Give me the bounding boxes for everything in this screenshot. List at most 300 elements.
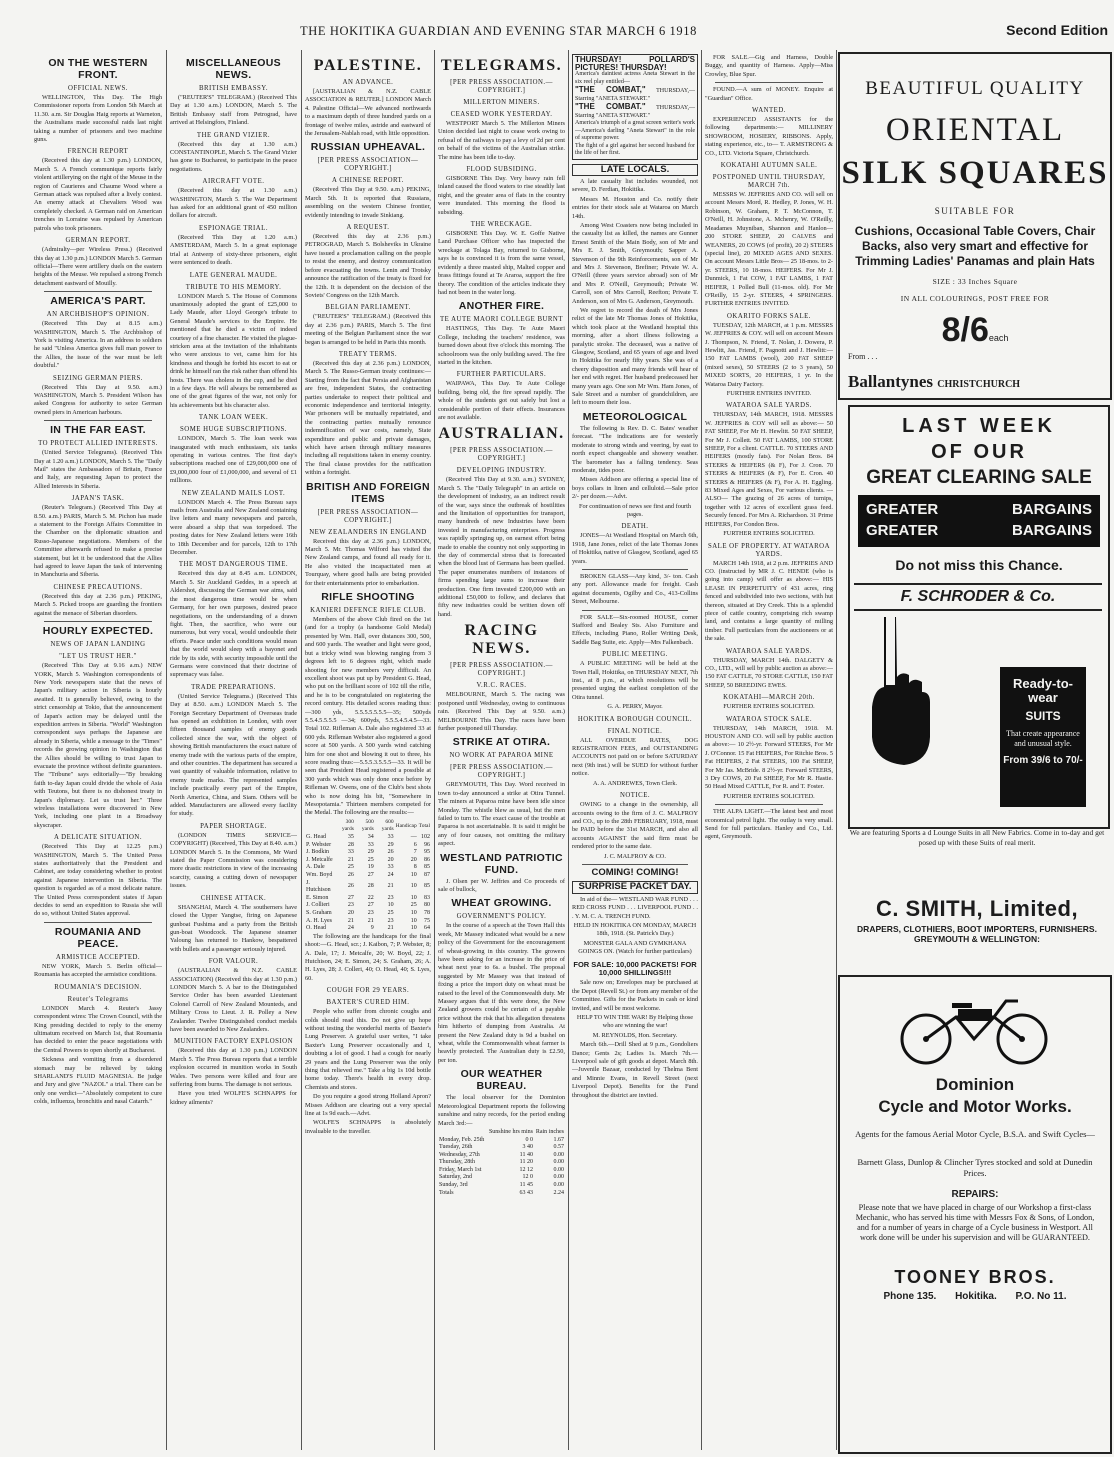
subhead: WATAROA SALE YARDS. xyxy=(726,647,812,655)
subhead: FLOOD SUBSIDING. xyxy=(466,166,537,174)
article-text: SHANGHAI, March 4. The southerners have closed the Upper Yangtse, firing on Japanese gunboat Fushima and a party from the British gun-boat Woodcock. The Japanese steamer Yaloung has returned to Hankow, bespattered with bullets and a passenger seriously injured. xyxy=(170,903,297,953)
table-header-cell: 500 yards xyxy=(361,818,374,833)
table-cell: 25 xyxy=(410,902,417,909)
signature: M. REYNOLDS, Hon. Secretary. xyxy=(592,1031,678,1039)
notice-text: MONSTER GALA AND GYMKHANA GOINGS ON. (Watch for further particulars) xyxy=(578,939,692,956)
subhead: MUNITION FACTORY EXPLOSION xyxy=(174,1038,293,1046)
article-text: WELLINGTON, This Day. The High Commissioner reports from London 5th March at 11.30. a.m. Sir Douglas Haig reports at Warneton, the Australians made successful raids last night taking a number of prisoners and two machine guns. xyxy=(34,94,162,144)
table-cell: 11 45 xyxy=(519,1182,533,1189)
table-row xyxy=(438,1144,565,1152)
subhead: POSTPONED UNTIL THURSDAY, MARCH 7th. xyxy=(712,174,826,190)
subhead: THE MOST DANGEROUS TIME. xyxy=(178,561,289,569)
column-miscellaneous xyxy=(170,54,297,1449)
subhead: A REQUEST. xyxy=(346,224,390,232)
subhead: MILLERTON MINERS. xyxy=(463,99,540,106)
classified-ad: FOR SALE.—Gig and Harness, Double Buggy, and quantity of Harness. Apply—Miss Crowley, Blue Spur. xyxy=(705,54,833,78)
table-cell: G. Head xyxy=(306,834,326,840)
dominion-cycle-ad xyxy=(838,975,1112,1454)
table-cell: S. Graham xyxy=(306,909,332,916)
table-header-cell: 600 yards xyxy=(381,818,394,833)
table-cell: Thursday, 28th xyxy=(439,1159,475,1166)
table-header-row xyxy=(438,1129,565,1137)
headline: PALESTINE. xyxy=(313,57,423,74)
table-cell: 63 43 xyxy=(519,1189,533,1196)
column-rule xyxy=(301,50,302,1450)
table-cell xyxy=(438,1129,487,1137)
headline: RIFLE SHOOTING xyxy=(321,591,415,604)
article-text: (Received this day at 2.36 p.m.) PEKING, March 5. Picked troops are guarding the frontiers against the menace of Siberian disorders. xyxy=(34,592,162,617)
article-text: A late casualty list includes wounded, not severe, D. Ferdian, Hokitika. xyxy=(572,177,698,194)
subhead: GERMAN REPORT. xyxy=(65,237,131,245)
table-cell: Wm. Boyd xyxy=(306,871,333,878)
subhead: OFFICIAL NEWS. xyxy=(68,85,128,92)
article-text: In the course of a speech at the Town Hall this week, Mr Massey indicated what would be a new policy of the Government for the encouragement of wheat-growing in this country. The growers have been asking for an increase in the price of wheat next year to 6s. a bushel. The proposal suggested by Mr Massey was that instead of fixing a price the import duty on wheat must be raised to the level of the Commonwealth duty. Mr Massey argues that if this were done, the New Zealand growers could be certain of a payable price without the risk that his allegation threatens him hitherto of dumping from Australia. At present the New Zealand duty is 9d a bushel on wheat, while the Commonwealth wheat farmer is heavily protected. The Australian duty is £2.50, per ton. xyxy=(438,922,565,1064)
ad-firm-name: Cycle and Motor Works. xyxy=(878,1097,1072,1116)
article-text: WOLFE'S SCHNAPPS is absolutely invaluable to the traveller. xyxy=(305,1119,431,1135)
divider xyxy=(44,420,152,421)
table-row xyxy=(305,925,431,933)
table-cell: 6 xyxy=(413,841,417,848)
table-cell: 33 xyxy=(367,841,374,848)
subhead: JAPAN'S TASK. xyxy=(71,495,125,503)
notice-text: A PUBLIC MEETING will be held at the Town Hall, Hokitika, on THURSDAY NEXT, 7th inst., at 8 p.m., at which resolutions will be presented urging the earliest completion of the Otira tunnel. xyxy=(572,660,698,701)
subhead: [PER PRESS ASSOCIATION.—COPYRIGHT.] xyxy=(450,79,553,94)
table-cell: 26 xyxy=(347,871,354,878)
table-row xyxy=(305,895,431,903)
classified-ad: FOUND.—A sum of MONEY. Enquire at "Guardian" Office. xyxy=(705,86,833,102)
column-palestine xyxy=(305,54,431,1449)
table-cell: 33 xyxy=(347,849,354,856)
article-text: (United Service Telegrams). (Received This Day at 1.20 a.m.) LONDON, March 5. The "Daily Mail" states the Ambassadors of Britain, France and Italy, are requesting Japan to protect the Allied Interests in Siberia. xyxy=(34,449,162,490)
table-row xyxy=(438,1167,565,1175)
table-cell: 25 xyxy=(367,856,374,863)
table-row xyxy=(438,1152,565,1160)
table-cell: 23 xyxy=(367,909,374,916)
column-late-locals xyxy=(572,54,698,1449)
table-cell: 27 xyxy=(367,871,374,878)
cinema-text: The fight of a girl against her second husband for the life of her first. xyxy=(575,142,695,156)
subhead: NOTICE. xyxy=(619,792,651,800)
subhead: ARMISTICE ACCEPTED. xyxy=(55,953,141,961)
subhead: TE AUTE MAORI COLLEGE BURNT xyxy=(440,316,563,324)
table-cell: 0.00 xyxy=(553,1174,564,1181)
ad-text: That create appearance and unusual style. xyxy=(1006,729,1080,748)
table-cell: 8 xyxy=(413,864,417,871)
table-row xyxy=(305,880,431,895)
article-text: The following are the handicaps for the final shoot:—G. Head, scr.; J. Kaibon, 7; P. Webster, 8; A. Dale, 17; J. Metcalfe, 20; W. Boyd, 22; J. Hutchison, 24; E. Simon, 24; S. Graham, 26; A. H. Lyes, 28; J. Colleri, 40; O. Head, 40; S. Lyes, 60. xyxy=(305,932,431,982)
table-cell: 10 xyxy=(410,909,417,916)
table-cell: 11 40 xyxy=(519,1151,533,1158)
table-row xyxy=(305,910,431,918)
silk-squares-ad xyxy=(838,52,1112,400)
subhead: AN ARCHBISHOP'S OPINION. xyxy=(46,311,150,319)
greater-bargains-banner xyxy=(858,495,1100,547)
article-text: GISBORNE This Day. W. E. Goffe Native Land Purchase Officer who has inspected the wreckage at Tolaga Bay, returned to Gisborne, says he is convinced it is from the same vessel, evidently a three masted ship, Malted copper and brass fittings found at Te Araroa, support the fire theory. The condition of the articles indicate they had not been in the water long. xyxy=(438,230,565,296)
article-text: (Received This Day at 9.50. a.m.) PEKING, March 5th. It is reported that Russians, assembling on the western Chinese frontier, evidently intending to invade Sinkiang. xyxy=(305,186,431,219)
cinema-text: America's triumph of a great screen writer's work—America's darling "Aneta Stewart" in the role of supreme power. xyxy=(575,120,695,141)
table-row xyxy=(305,849,431,857)
column-rule xyxy=(701,50,702,1450)
article-text: (Received this day at 1.30 a.m.) CONSTANTINOPLE, March 5. The Grand Vizier has gone to Bucharest, to participate in the peace negotiations. xyxy=(170,140,297,173)
table-cell: A. H. Lyes xyxy=(306,917,332,924)
subhead: WANTED. xyxy=(752,107,786,115)
article-text: The following is Rev. D. C. Bates' weather forecast. "The indications are for westerly moderate to strong winds and veering, by east to north expect changeable and showery weather. The barometer has a falling tendency. Seas moderate, tides poor. xyxy=(572,424,698,474)
ad-text: Cushions, Occasional Table Covers, Chair Backs, also very smart and effective for Trimming Ladies' Panamas and plain Hats xyxy=(854,224,1096,268)
headline: METEOROLOGICAL xyxy=(582,410,688,423)
signature: G. A. PERRY, Mayor. xyxy=(607,703,663,711)
table-cell: 95 xyxy=(424,849,430,856)
table-cell: 28 xyxy=(367,883,374,890)
headline: OUR WEATHER BUREAU. xyxy=(460,1068,543,1093)
table-row xyxy=(438,1137,565,1145)
article-text: GREYMOUTH, This Day. Word received in town to-day announced a strike at Otira Tunnel. The miners at Paparoa mine have been idle since Monday. The whistle blew as usual, but the men failed to turn to. The exact cause of the trouble at Paparoa is not ascertainable. It is said it might be any of four causes, not omitting the military aspect. xyxy=(438,781,565,848)
subhead: TO PROTECT ALLIED INTERESTS. xyxy=(38,440,158,448)
article-text: (Received This Day at 9.30. a.m.) SYDNEY, March 5. The "Daily Telegraph" in an article on the development of industry, as an indirect result of the war, says since the outbreak of hostilities and the limitation of opportunities for transport, many hundreds of new Industries have been invested in manufacturing enterprises. Progress was rapidly springing up, on earnest effort being made to enable the country not only supporting in the day of commercial stress that is forecasted when the blood lust of Germans has been quelled. The paper enumerates numbers of instances of firms spending large sums to increase their production. One firm invested £200,000 with an additional £50,000 to follow, and declares that fifty new industries could be written down off hand. xyxy=(438,476,565,618)
subhead: WATAROA STOCK SALE. xyxy=(725,715,813,723)
notice-text: In aid of the— WESTLAND WAR FUND . . . RED CROSS FUND . . . LIVERPOOL FUND . . . Y. M. C. A. TRENCH FUND. xyxy=(572,895,698,920)
article-text: Among West Coasters now being included in the casualty list as killed, the names are Gunner Ernest Smith of the Main Body, son of Mr and Mrs E. J. Smith, Greymouth; Sapper A. Stevenson of the 9th Reinforcements, son of Mr and Mrs J. Stevenson, Brefiner; Private W. A. O'Neill (three years service abroad) son of Mr and Mrs P. O'Neill, Greymouth; Private W. Carroll, son of Mrs Carroll, Reefton; Private T. Anderson, son of Mrs G. Anderson, Greymouth. xyxy=(572,221,698,305)
table-cell: 85 xyxy=(424,883,430,890)
ad-firm-name: TOONEY BROS. xyxy=(894,1267,1056,1287)
table-cell: 24 xyxy=(347,925,354,932)
article-text: The local observer for the Dominion Meteorological Department reports the following sunshine and rainy records, for the period ending March 3rd:— xyxy=(438,1094,565,1127)
subhead: [PER PRESS ASSOCIATION.—COPYRIGHT.] xyxy=(450,662,553,678)
sale-listing: FURTHER ENTRIES INVITED. xyxy=(726,390,812,397)
subhead: Reuter's Telegrams xyxy=(67,995,129,1003)
cinema-title: "THE COMBAT." xyxy=(575,102,646,111)
table-cell: 86 xyxy=(424,856,430,863)
article-text: For continuation of news see first and fourth pages. xyxy=(578,502,692,518)
ad-text: SILK SQUARES xyxy=(841,155,1109,191)
subhead: "LET US TRUST HER." xyxy=(59,653,137,661)
ad-text: SIZE : 33 Inches Square xyxy=(932,277,1018,286)
ad-town: Hokitika. xyxy=(955,1291,997,1302)
subhead: [PER PRESS ASSOCIATION.—COPYRIGHT.] xyxy=(450,447,553,463)
article-text: Received this day at 2.36 p.m.) LONDON, March 5. Mr. Thomas Wilford has visited the New Zealand camps, and found all ready for it. He also visited the incapacitated men at Tourquay, where good halls are being provided for their entertainments prior to embarkation. xyxy=(305,537,431,587)
subhead: THE WRECKAGE. xyxy=(470,221,533,229)
article-text: (Received this day at 1.30 p.m.) LONDON, March 5. A French communique reports fairly violent artillerying on the right of the Meuse in the region of Caurieres and Chaume Wood where a German attack was repulsed after a lively contest. An enemy attack at Chevaliers Wood was completely checked. A German raid on American trenches in Lorraine was repulsed by American patrols who took prisoners. xyxy=(34,157,162,232)
table-cell: 26 xyxy=(387,849,394,856)
table-cell: 96 xyxy=(424,841,430,848)
subhead: [PER PRESS ASSOCIATION.—COPYRIGHT.] xyxy=(450,764,553,780)
classified-ad: FOR SALE—Six-roomed HOUSE, corner Stafford and Bealey Sts. Also Furniture and Effects, including Piano, Roller Writing Desk, Saddle Bag Suite, etc. Apply—Mrs Falkenbach. xyxy=(572,613,698,646)
subhead: NO WORK AT PAPAROA MINE xyxy=(449,752,554,760)
column-rule xyxy=(434,50,435,1450)
table-cell: 19 xyxy=(367,864,374,871)
table-cell: 64 xyxy=(424,925,430,932)
subhead: OKARITO FORKS SALE. xyxy=(727,312,811,320)
article-text: (Reuter's Telegram.) (Received This Day at 8.50. a.m.) PARIS, March 5. M. Pichon has made a statement to the Foreign Affairs Committee in the Chamber on the diplomatic situation and Russo-Japanese negotiations. Members of the Committee afterwards refused to make a precise statement, but let it be understood that the Allies had agreed to leave Japan the task of intervening in Manchuria and Siberia. xyxy=(34,504,162,579)
table-cell: A. Dale xyxy=(306,864,325,871)
table-cell: 28 xyxy=(347,841,354,848)
table-header-cell: 300 yards xyxy=(341,818,354,833)
table-cell: 10 xyxy=(410,925,417,932)
article-text: (Received This Day at 1.20 a.m.) AMSTERDAM, March 5. In a great espionage trial at Antwerp of sixty-three prisoners, eight were sentenced to death. xyxy=(170,233,297,267)
divider xyxy=(44,621,152,622)
table-cell: Sunshine hrs mins xyxy=(488,1128,533,1135)
table-cell: 33 xyxy=(387,834,394,840)
ad-text: REPAIRS: xyxy=(951,1189,999,1200)
subhead: NEW ZEALAND MAILS LOST. xyxy=(181,489,286,497)
table-cell: J. Hutchison xyxy=(306,879,331,894)
clearing-sale-ad xyxy=(848,405,1110,829)
table-cell: P. Webster xyxy=(306,841,332,848)
headline: AUSTRALIAN. xyxy=(438,425,565,443)
subhead: AIRCRAFT VOTE. xyxy=(202,178,265,186)
table-cell: Sunday, 3rd xyxy=(439,1182,468,1189)
subhead: SOME HUGE SUBSCRIPTIONS. xyxy=(180,426,287,434)
table-row xyxy=(438,1182,565,1190)
table-cell: 10 xyxy=(410,894,417,901)
subhead: GOVERNMENT'S POLICY. xyxy=(456,913,547,921)
table-cell: 10 xyxy=(410,883,417,890)
notice-text: OWING to a change in the ownership, all accounts owing to the firm of J. C. MALFROY and CO., up to the 28th FEBRUARY, 1918, must be PAID before the 31st MARCH, and also all accounts AGAINST the said firm must be rendered prior to the same date. xyxy=(572,801,698,851)
column-rule xyxy=(836,50,837,1450)
table-cell: 23 xyxy=(347,902,354,909)
article-text: J. Olsen per W. Jeffries and Co proceeds of sale of bullock, xyxy=(438,877,565,893)
table-cell: 34 xyxy=(367,834,374,840)
cinema-title: "THE COMBAT," xyxy=(575,85,646,94)
headline: HOURLY EXPECTED. xyxy=(42,625,154,638)
article-text: Misses Addison are offering a special line of boys collars in linen and celluloid.—Sale price 2/- per dozen.—Advt. xyxy=(572,476,698,501)
table-cell: 87 xyxy=(424,871,430,878)
sale-listing: MESSRS W. JEFFRIES AND CO. will sell on account Messrs Mord, R. Hedley, P. Jones, W. H. Robinson, W. Graham, P. T. McConnon, T. O'Neill, H. Johnstone, A. Mchenry, W. O'Reilly, Meadames Muyniban, Shannon and Hanlon— 200 STORE SHEEP, 20 CALVES and WEANERS, 20 COWS (of profit), 20 2) STEERS (special line), 20 MIXED AGES AND SEXES. On account Messrs Little Bros— 25 18-mos. to 2-yr. STEERS, 10 18-mos. HEIFERS. For Mr J. Dunmick, 1 Fat COW, 1 FAT LAMBS, 1 FAT HEIFER, 1 Polled Bull (11-mos. old). For Mr O'Reilly, 15 2-yr. STEERS, 4 SPRINGERS. FURTHER ENTRIES INVITED. xyxy=(705,191,833,308)
cinema-header: THURSDAY! POLLARD'S PICTURES! THURSDAY! xyxy=(575,55,695,72)
table-cell: 12 12 xyxy=(519,1166,533,1173)
pointing-hand-icon xyxy=(864,617,934,767)
table-cell: 27 xyxy=(347,894,354,901)
subhead: CHINESE ATTACK. xyxy=(200,894,267,902)
ad-contact xyxy=(846,1291,1104,1302)
article-text: NEW YORK, March 5. Berlin official—Roumania has accepted the armistice conditions. xyxy=(34,962,162,979)
table-cell: 102 xyxy=(421,834,430,840)
sale-listing: THURSDAY, MARCH 14th. DALGETY & CO., LTD., will sell by public auction as above:— 150 FAT CATTLE, 70 STORE CATTLE, 150 FAT SHEEP, 50 BREEDING EWES. xyxy=(705,656,833,689)
coming-heading: COMING! COMING! xyxy=(591,866,679,878)
article-text: People who suffer from chronic coughs and colds should read this. Do not give up hope without testing the wonderful merits of Baxter's Lung Preserver. A grateful user writes, "I take Baxter's Lung Preserver occasionally and I, doubting a lot of good. I had a cough for nearly 29 years and the Lung Preserver was the only thing that relieved me." Take a big 1s 10d bottle home today. There's health in every drop. Chemists and stores. xyxy=(305,1008,431,1091)
table-cell: Rain inches xyxy=(535,1128,564,1135)
cinema-text: THURSDAY,—Starring "ANETA STEWART." xyxy=(575,88,695,102)
notice-text: Sale now on; Envelopes may be purchased at the Depot (Revell St.) or from any member of the Committee. Gifts for the Packets in cash or kind invited, and will be most welcome. xyxy=(572,979,698,1012)
divider xyxy=(44,291,152,292)
classified-ad: EXPERIENCED ASSISTANTS for the following departments:— MILLINERY SHOWROOM, HOSIERY, RIBBONS. Apply, stating experience, etc., to— T. ARMSTRONG & CO., LTD. Victoria Square, Christchurch. xyxy=(705,116,833,157)
sale-listing: THURSDAY, 14th MARCH, 1918. M. HOUSTON AND CO. will sell by public auction as above:— 10 2½-yr. Forward STEERS, For Mr J. O'Connor. 15 Fat HEIFERS, For Ritchie Bros. 5 Fat HEIFERS, 2 Fat STEERS, 100 Fat SHEEP, For Mr Jas. McBride. 8 2½-yr. Forward STEERS, 3 Dry COWS, 20 Fat SHEEP, For Mr R. Hastie. 50 Head Mixed CATTLE, For R. and T. Foster. xyxy=(705,724,833,791)
article-text: (Received this day at 1.30 p.m.) LONDON March 5. The Press Bureau reports that a terrible explosion occurred in munition works in South Wales. Two persons were killed and four are suffering from burns. The damage is not serious. xyxy=(170,1047,297,1088)
ad-price xyxy=(840,311,1110,350)
headline: AMERICA'S PART. xyxy=(50,295,146,308)
subhead: KOKATAHI—MARCH 20th. xyxy=(723,694,815,702)
ad-text: Please note that we have placed in charge of our Workshop a first-class Mechanic, who has served his time with Messrs Fox & Sons, of London, and for a number of years in charge of a Cycle business in Westport. All work done will be under his supervision and will be GUARANTEED. xyxy=(855,1203,1095,1242)
table-header-cell: Handicap xyxy=(395,822,417,829)
table-cell: 2.24 xyxy=(553,1189,564,1196)
article-text: LONDON March 4. The Press Bureau says mails from Australia and New Zealand containing live letters and many newspapers and parcels, were aboard a ship that was torpedoed. The posting dates for New Zealand letters were 16th to 18th December and for parcels, 12th to 17th December. xyxy=(170,498,297,557)
table-row xyxy=(305,872,431,880)
table-cell: 20 xyxy=(410,856,417,863)
subhead: CHINESE PRECAUTIONS. xyxy=(53,583,143,591)
article-text: Messrs M. Houston and Co. notify their entries for their stock sale at Wataroa on March 14th. xyxy=(572,195,698,220)
table-row xyxy=(438,1159,565,1167)
subhead: DEVELOPING INDUSTRY. xyxy=(456,467,547,475)
headline: WHEAT GROWING. xyxy=(451,897,552,910)
rifle-scores-table xyxy=(305,819,431,933)
ad-text: LAST WEEK xyxy=(902,415,1056,437)
ad-text: Ready-to-wear xyxy=(1013,676,1073,705)
subhead: PAPER SHORTAGE. xyxy=(200,822,267,830)
ad-text: BARGAINS xyxy=(1011,522,1092,539)
subhead: [PER PRESS ASSOCIATION—COPYRIGHT.] xyxy=(317,508,419,524)
divider xyxy=(582,569,688,570)
table-cell: 80 xyxy=(424,902,430,909)
edition-label: Second Edition xyxy=(1006,22,1108,38)
table-cell: 1.67 xyxy=(553,1136,564,1143)
ad-firm xyxy=(848,372,1020,392)
table-cell: 85 xyxy=(424,864,430,871)
divider xyxy=(582,864,688,865)
table-cell: Friday, March 1st xyxy=(439,1166,482,1173)
table-row xyxy=(305,834,431,842)
table-row xyxy=(438,1174,565,1182)
table-cell: Saturday, 2nd xyxy=(439,1174,472,1181)
headline: BRITISH AND FOREIGN ITEMS xyxy=(306,480,430,505)
notice-text: ALL OVERDUE RATES, DOG REGISTRATION FEES, and OUTSTANDING ACCOUNTS not paid on or before SATURDAY next (9th inst.) will be SUED for without further notice. xyxy=(572,736,698,778)
headline: ANOTHER FIRE. xyxy=(458,300,545,313)
article-text: LONDON, March 5. The loan week was inaugurated with much enthusiasm, six tanks operating in various centres. The first day's subscriptions reached one of £29,000,000 one of £9,000,000 four of £1,000,000, and several of £1 millions. xyxy=(170,435,297,485)
table-cell: 26 xyxy=(347,883,354,890)
table-cell: 21 xyxy=(347,856,354,863)
ad-text: ORIENTAL xyxy=(885,112,1065,148)
table-header-row xyxy=(305,819,431,834)
table-header-cell xyxy=(305,819,335,834)
subhead: ROUMANIA'S DECISION. xyxy=(54,983,142,991)
divider xyxy=(715,804,823,805)
article-text: (Received This Day at 9.16 a.m.) NEW YORK, March 5. Washington correspondents of New York newspapers state that the news of Japan's military action in Siberia is hourly awaited. It is generally believed, owing to the strict censorship at Tokio, that the announcement of Japan's action may be delayed until the expedition arrives in Siberia. "World" Washington correspondent says perhaps the Japanese are already in Siberia, while a message to the "Times" records the growing opinion in Washington that the Allies should be willing to trust Japan to evacuate the province without definite guarantees. The "Tribune" says editorially—"By breaking faith to-day Japan could divide the whole of Asia with Teutons, but there is no dishonest treaty in Japan's diplomacy. Let us trust her." Three wireless installations were discovered in New York, including one plant in a Broadway skyscraper. xyxy=(34,662,162,829)
subhead: FINAL NOTICE. xyxy=(607,727,663,735)
ad-price-unit: each xyxy=(988,333,1009,343)
subhead: FRENCH REPORT xyxy=(67,148,129,156)
article-text: (Received This Day at 9.50. a.m.) WASHINGTON, March 5. President Wilson has asked Congress for authority to seize German owned piers in American harbours. xyxy=(34,383,162,416)
table-cell: 22 xyxy=(367,894,374,901)
table-row xyxy=(438,1190,565,1198)
subhead: FOR VALOUR. xyxy=(208,958,259,966)
table-cell: Monday, Feb. 25th xyxy=(439,1136,485,1143)
article-text: Have you tried WOLFE'S SCHNAPPS for kidney ailments? xyxy=(170,1090,297,1106)
article-text: MELBOURNE, March 5. The racing was postponed until Wednesday, owing to continuous rain. (Received This Day at 9.50. a.m.) MELBOURNE This Day. The races have been further postponed till Thursday. xyxy=(438,691,565,732)
subhead: [PER PRESS ASSOCIATION—COPYRIGHT.] xyxy=(317,157,419,173)
subhead: V.R.C. RACES. xyxy=(476,682,527,690)
table-cell: 20 xyxy=(347,909,354,916)
notice-text: March 6th.—Drill Shed at 9 p.m., Gondoliers Dance; Gents 2s; Ladies 1s. March 7th.—Liverpool sale of gift goods at depot. March 8th.—Juvenile Bazaar, conducted by Thelma Bent and Minnie Evans, in Revell Street (next Liverpool Depot). Benefits for the Fund throughout the district are invited. xyxy=(572,1041,698,1099)
ad-text: From . . . xyxy=(848,352,878,361)
ad-text: DRAPERS, CLOTHIERS, BOOT IMPORTERS, FURNISHERS. xyxy=(857,924,1097,934)
subhead: BELGIAN PARLIAMENT. xyxy=(325,304,411,312)
table-cell: 21 xyxy=(347,917,354,924)
article-text: We regret to record the death of Mrs Jones relict of the late Mr Thomas Jones of Hokitika, which took place at the Westland hospital this morning, after a short illness following a paralytic stroke. The deceased, was a native of Glasgow, Scotland, and 65 years of age and lived in Hokitika for nearly fifty years. She was of a cheery disposition and many friends will hear of her end with regret. Her husband predeceased her many years ago. One son Mr Wm. Ham Jones, of Sale Street and a number of grandchildren, are left to mourn their loss. xyxy=(572,307,698,407)
column-western-front xyxy=(34,54,162,1449)
table-cell: 7 xyxy=(413,849,417,856)
subhead: COUGH FOR 29 YEARS. xyxy=(326,987,410,995)
sale-listing: MARCH 14th 1918, at 2 p.m. JEFFRIES AND CO. (instructed by MR J. C. HENDE (who is going into camp) will offer as above:— HIS LEASE IN PERPETUITY of 431 acres, ring fenced and subdivided into two sections, with hut thereon, situated at Dry Creek. This is a splendid piece of cattle country, comprising rich swamp land, and contains a large quantity of milling timber. Full particulars from the auctioneers or at the sale. xyxy=(705,559,833,643)
table-header-cell: Total xyxy=(418,822,430,829)
table-cell: 20 xyxy=(387,856,394,863)
ad-text: BEAUTIFUL QUALITY xyxy=(865,78,1085,99)
masthead-title: THE HOKITIKA GUARDIAN AND EVENING STAR MARCH 6 1918 xyxy=(300,24,697,38)
table-row xyxy=(305,902,431,910)
ad-text: Barnett Glass, Dunlop & Clincher Tyres stocked and sold at Dunedin Prices. xyxy=(857,1157,1093,1178)
subhead: SALE OF PROPERTY. AT WATAROA YARDS. xyxy=(707,542,830,558)
subhead: TANK LOAN WEEK. xyxy=(198,414,269,422)
cinema-text: THURSDAY,—Starring "ANETA STEWART." xyxy=(575,105,695,119)
article-text: Members of the above Club fired on the 1st (and for a trophy (a handsome Gold Medal) presented by Wm. Hall, over distances 300, 500, and 600 yards. The weather and light were good, but a tricky wind was blowing ranging from 3 degrees left to 6 degrees right, which made shooting for new members very difficult. An excellent shoot was put up by President G. Head, who put on the brilliant score of 102 till the rifle, and he is to be congratulated on registering the record century. His detailed scores reading thus:—300 yds, 5.5.5.5.5.5.5—35; 500yds 5.5.4.5.5.5.5 —34; 600yds, 5.5.5.4.5.4.5—33. Total 102. Rifleman A. Dale also registered 33 at 600 yds. Rifleman Webster also registered a good score at 500 yards. A 500 yards wind catching him for one shot and blowing it out to three, his score reading thus:—5.5.5.3.5.5.5—33. It will be seen that President Head registered a possible at 300 yards which was only done once before by Rifleman W. Owens, one of the Club's best shots who is now doing his bit, "Somewhere in Mesopotamia." Thirteen members competed for the Medal. The following are the results:— xyxy=(305,616,431,817)
table-cell: 10 xyxy=(410,871,417,878)
table-cell: Tuesday, 26th xyxy=(439,1144,473,1151)
table-cell: J. Collieri xyxy=(306,902,330,909)
headline: ROUMANIA AND PEACE. xyxy=(54,925,142,950)
table-cell: 0.00 xyxy=(553,1159,564,1166)
subhead: NEW ZEALANDERS IN ENGLAND xyxy=(309,528,427,536)
headline: MISCELLANEOUS NEWS. xyxy=(186,57,281,81)
table-cell: 83 xyxy=(424,894,430,901)
table-cell: 0.00 xyxy=(553,1166,564,1173)
subhead: TREATY TERMS. xyxy=(338,350,398,358)
pollards-pictures-ad xyxy=(572,54,698,160)
signature: A. A. ANDREWES, Town Clerk. xyxy=(592,779,678,787)
ready-to-wear-box xyxy=(1000,667,1086,807)
subhead: FURTHER PARTICULARS. xyxy=(456,371,547,379)
article-text: Received this day at 8.45 a.m. LONDON, March 5. Sir Auckland Geddes, in a speech at Aldershot, discussing the German war aims, said the most dangerous time would be when Germany, for her own purposes, desired peace negotiations, on the understanding of a drawn fight. Then, the sacrifice, who were our numerous, but very vocal, would undoubtle their efforts. Peace under such conditions would mean that the world would sleep with a bayonet and ride by its side, with security impossible until the Germans were convinced that their doctrine of supremacy was false. xyxy=(170,570,297,679)
ad-text: SUITS xyxy=(1025,709,1061,723)
subhead: THE GRAND VIZIER. xyxy=(196,131,271,139)
table-cell: 11 20 xyxy=(519,1159,533,1166)
table-cell: 0.57 xyxy=(553,1144,564,1151)
ad-text: GREYMOUTH & WELLINGTON: xyxy=(914,934,1040,944)
article-text: GISBORNE This Day. Very heavy rain fell inland caused the flood waters to rise steadily last night, and the greater area of flats in the country were inundated. This morning the flood is subsiding. xyxy=(438,175,565,216)
headline: RUSSIAN UPHEAVAL. xyxy=(310,141,426,154)
table-cell: E. Simon xyxy=(306,894,329,901)
headline: RACING NEWS. xyxy=(464,622,539,658)
ad-firm-name: F. SCHRODER & Co. xyxy=(854,583,1102,611)
table-cell: 9 xyxy=(370,925,374,932)
subhead: HOKITIKA BOROUGH COUNCIL. xyxy=(577,715,693,723)
table-row xyxy=(305,864,431,872)
table-cell: 10 xyxy=(410,917,417,924)
sale-listing: FURTHER ENTRIES SOLICITED. xyxy=(723,703,815,711)
table-cell: 78 xyxy=(424,909,430,916)
table-cell: 25 xyxy=(347,864,354,871)
surprise-packet-heading: SURPRISE PACKET DAY. xyxy=(572,881,698,893)
ad-price-value: 8/6 xyxy=(941,311,989,349)
subhead: BRITISH EMBASSY. xyxy=(198,85,269,92)
column-stock-sales xyxy=(705,54,833,1449)
table-cell: 29 xyxy=(367,849,374,856)
article-text: LONDON March 4. Reuter's Jassy correspondent wires: The Crown Council, with the King presiding decided to reply to the enemy ultimatum received on March 1st, that Roumania has decided to enter the peace negotiations with the Central Powers to open shortly at Bucharest. xyxy=(34,1004,162,1054)
table-cell: 10 xyxy=(387,902,394,909)
notice-text: HELP TO WIN THE WAR! By Helping those who are winning the war! xyxy=(576,1014,694,1030)
article-text: HASTINGS, This Day. Te Aute Maori College, including the teachers' residence, was burned down about five o'clock this morning. The schoolroom was the only building saved. The fire started in the kitchen. xyxy=(438,325,565,366)
table-cell: 21 xyxy=(367,917,374,924)
ad-text: IN ALL COLOURINGS, POST FREE FOR xyxy=(900,294,1050,303)
table-cell: 0.00 xyxy=(553,1182,564,1189)
article-text: ("REUTER'S" TELEGRAM.) (Received this day at 2.36 p.m.) PARIS, March 5. The first meeting of the Belgian Parliament since the war began is arranged to be held in Paris this month. xyxy=(305,313,431,346)
c-smith-ad xyxy=(848,890,1106,950)
sale-listing: TUESDAY, 12th MARCH, at 1 p.m. MESSRS W. JEFFRIES & COY. will sell on account Messrs J. Thompson, N. Friend, T. Nolan, J. Dowera, P. Hewlitt, Jas. Friend, F. Pagnotti and J. Hewlitt:— 150 FAT LAMBS (wool), 200 FAT SHEEP (mixed sexes), 50 STEERS (2 to 3 years), 50 MIXED SORTS, 20 HEIFERS, 1 yr. In the Wataroa Dairy Factory. xyxy=(705,321,833,388)
subhead: A CHINESE REPORT. xyxy=(332,177,404,185)
table-cell: Totals xyxy=(439,1189,454,1196)
table-row xyxy=(305,842,431,850)
table-cell: 33 xyxy=(387,864,394,871)
article-text: (United Service Telegrams.) (Received This Day at 8.50. a.m.) LONDON March 5. The Foreign Secretary Department of Overseas trade has opened an exhibition in London, with over fifteen thousand samples of enemy goods collected since the war, with the object of showing British manufacturers the exact nature of enemy trade with the various parts of the empire, and other countries. The department has secured a vast quantity of valuable information, relative to enemy trade marks. The represented samples include practically every part of the Empire, North America, China, and Siam. Others will be added. Manufacturers are allowed every facility for study. xyxy=(170,692,297,818)
ad-firm-name: Dominion xyxy=(935,1075,1015,1094)
headline: WESTLAND PATRIOTIC FUND. xyxy=(440,851,563,876)
ad-firm-name: C. SMITH, Limited, xyxy=(875,896,1079,921)
